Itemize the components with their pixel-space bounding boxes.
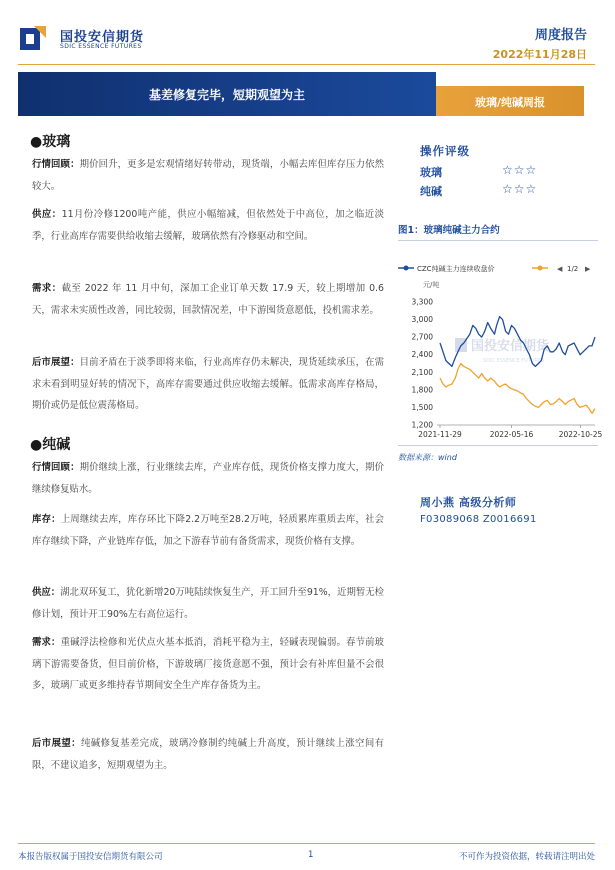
watermark-text-en: SDIC ESSENCE FUTURES [483, 358, 545, 364]
y-tick-label: 1,800 [411, 385, 433, 395]
chart-watermark [455, 338, 550, 364]
x-axis [418, 425, 602, 439]
paragraph-text: 期价继续上涨，行业继续去库，产业库存低，现货价格支撑力度大，期价继续修复贴水。 [32, 462, 384, 495]
chart-legend [398, 264, 591, 273]
x-tick-label: 2022-10-25 [558, 430, 603, 439]
y-tick-label: 3,300 [411, 297, 433, 307]
price-chart [395, 250, 605, 442]
paragraph-text: 截至 2022 年 11 月中旬，深加工企业订单天数 17.9 天，较上期增加 0.6天，需求未实质性改善，同比较弱，回款情况差，中下游囤货意愿低，投机需求差。 [32, 283, 384, 316]
category-tag [436, 86, 584, 116]
page-number: 1 [308, 850, 314, 860]
legend-item-glass[interactable] [532, 266, 548, 271]
figure-divider [398, 240, 598, 241]
y-tick-label: 1,500 [411, 402, 433, 412]
rating-stars-soda: ☆☆☆ [502, 182, 538, 196]
paragraph-label: 供应： [32, 587, 61, 598]
paragraph-text: 湖北双环复工，犹化新增20万吨陆续恢复生产，开工回升至91%，近期暂无检修计划，预计开工90%左右高位运行。 [32, 587, 384, 620]
series-line-glass [440, 364, 595, 414]
footer-divider [18, 843, 595, 844]
paragraph-text: 11月份冷修1200吨产能，供应小幅缩减，但依然处于中高位，加之临近淡季，行业高库存需要供给收缩去缓解，玻璃依然有冷修驱动和空间。 [32, 209, 384, 242]
section-title-soda: ●纯碱 [30, 437, 71, 453]
rating-name-glass: 玻璃 [420, 166, 442, 179]
data-source: 数据来源：wind [398, 453, 457, 462]
x-tick-label: 2022-05-16 [489, 430, 534, 439]
glass-paragraph [32, 154, 384, 197]
watermark-text: 国投安信期货 [471, 339, 550, 354]
analyst-license: F03089068 Z0016691 [420, 514, 537, 525]
paragraph-text: 目前矛盾在于淡季即将来临，行业高库存仍未解决，现货延续承压，在需求未看到明显好转的情况下，高库存需要通过供应收缩去缓解。低需求高库存格局，期价或仍是低位震荡格局。 [32, 357, 384, 411]
y-tick-label: 3,000 [411, 315, 433, 325]
report-title: 基差修复完毕，短期观望为主 [148, 88, 305, 102]
legend-marker-soda [404, 266, 409, 271]
legend-marker-glass [538, 266, 543, 271]
paragraph-label: 后市展望： [32, 357, 80, 368]
section-title-glass: ●玻璃 [30, 134, 71, 150]
paragraph-text: 重碱浮法检修和光伏点火基本抵消，消耗平稳为主，轻碱表现偏弱。春节前玻璃下游需要备货，但目前价格，下游玻璃厂接货意愿不强，预计会有补库但量不会很多，玻璃厂或更多维持春节期间安全生产库存备货为主。 [32, 637, 384, 691]
y-axis-unit: 元/吨 [423, 281, 440, 289]
paragraph-label: 需求： [32, 283, 62, 294]
rating-title: 操作评级 [420, 144, 470, 158]
paragraph-label: 库存： [32, 514, 61, 525]
category-tag-label: 玻璃/纯碱周报 [474, 96, 546, 109]
legend-pager: 1/2 [567, 265, 579, 273]
footer-disclaimer: 不可作为投资依据，转载请注明出处 [458, 852, 595, 862]
figure-divider-bottom [398, 445, 598, 446]
y-tick-label: 2,100 [411, 367, 433, 377]
series-layer [440, 317, 595, 414]
glass-paragraph [32, 204, 384, 247]
paragraph-text: 纯碱修复基差完成，玻璃冷修制约纯碱上升高度，预计继续上涨空间有限，不建议追多，短期观望为主。 [32, 738, 384, 771]
soda-paragraph [32, 582, 384, 625]
paragraph-label: 需求： [32, 637, 61, 648]
logo-text-en: SDIC ESSENCE FUTURES [60, 43, 142, 50]
glass-paragraph [32, 352, 384, 417]
footer-copyright: 本报告版权属于国投安信期货有限公司 [18, 852, 163, 862]
y-tick-label: 2,400 [411, 350, 433, 360]
x-tick-label: 2021-11-29 [418, 430, 462, 439]
y-tick-label: 2,700 [411, 332, 433, 342]
y-tick-label: 1,200 [411, 420, 433, 430]
paragraph-label: 行情回顾： [32, 462, 80, 473]
header-divider [18, 64, 595, 65]
y-axis [412, 298, 434, 430]
soda-paragraph [32, 733, 384, 776]
soda-paragraph [32, 509, 384, 552]
analyst-name: 周小燕 高级分析师 [420, 496, 517, 509]
report-date: 2022年11月28日 [492, 48, 587, 61]
company-logo-icon [18, 24, 48, 54]
paragraph-text: 上周继续去库，库存环比下降2.2万吨至28.2万吨，轻质累库重质去库，社会库存继续下降，产业链库存低，加之下游春节前有备货需求，现货价格有支撑。 [32, 514, 384, 547]
logo-text: 国投安信期货 [60, 30, 145, 45]
report-type: 周度报告 [534, 28, 587, 43]
soda-paragraph [32, 457, 384, 500]
legend-prev-icon[interactable]: ◀ [557, 265, 563, 273]
legend-label-soda: CZC纯碱主力连续收盘价 [417, 265, 495, 273]
paragraph-label: 供应： [32, 209, 62, 220]
paragraph-label: 后市展望： [32, 738, 81, 749]
figure-title: 图1：玻璃纯碱主力合约 [398, 225, 500, 236]
title-banner [18, 72, 436, 116]
rating-stars-glass: ☆☆☆ [502, 163, 538, 177]
soda-paragraph [32, 632, 384, 697]
paragraph-text: 期价回升，更多是宏观情绪好转带动，现货端，小幅去库但库存压力依然较大。 [32, 159, 384, 192]
glass-paragraph [32, 278, 384, 321]
legend-next-icon[interactable]: ▶ [585, 265, 591, 273]
paragraph-label: 行情回顾： [32, 159, 80, 170]
rating-name-soda: 纯碱 [420, 185, 442, 198]
legend-item-soda[interactable] [398, 264, 495, 273]
